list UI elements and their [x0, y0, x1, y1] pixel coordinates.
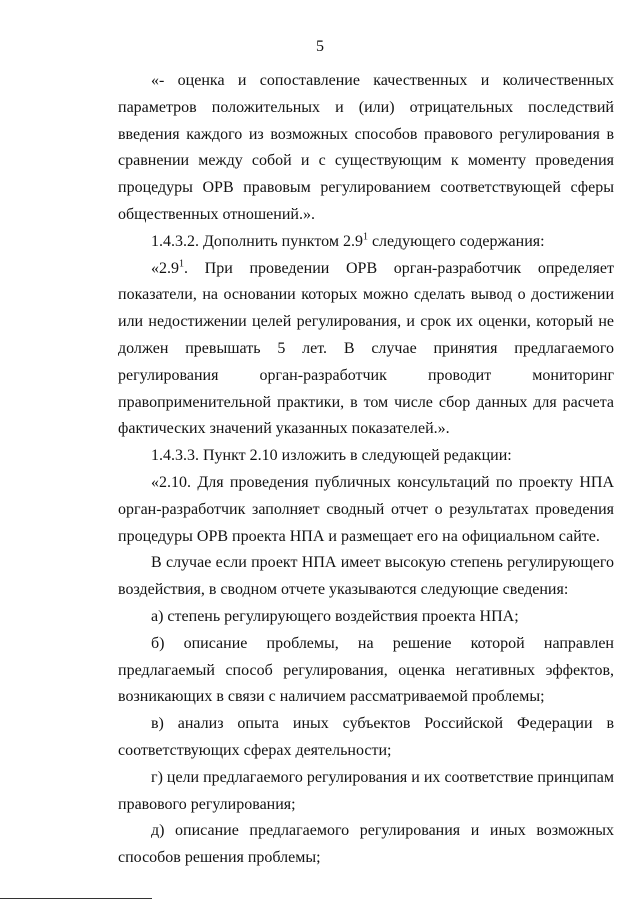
paragraph-text-before: «2.9 — [151, 259, 179, 277]
paragraph-clause-2-10: «2.10. Для проведения публичных консультаций по проекту НПА орган-разработчик заполняет сводный отчет о результатах проведения процедуры ОРВ проекта НПА и размещает его на официальном сайте. — [118, 473, 614, 545]
paragraph-high-impact-intro: В случае если проект НПА имеет высокую степень регулирующего воздействия, в сводном отчете указываются следующие сведения: — [118, 554, 614, 599]
superscript: 1 — [362, 231, 368, 243]
superscript: 1 — [179, 258, 184, 270]
paragraph-quoted-assessment: «- оценка и сопоставление качественных и количественных параметров положительных и (или) отрицательных последствий введения каждого из возможных способов правового регулирования в сравнении между собой и с существующим к моменту проведения процедуры ОРВ правовым регулированием соответствующей сферы общественных отношений.». — [118, 72, 614, 223]
document-body — [118, 68, 614, 872]
paragraph-amendment-1-4-3-2 — [118, 229, 614, 256]
paragraph-amendment-1-4-3-3: 1.4.3.3. Пункт 2.10 изложить в следующей редакции: — [151, 447, 512, 465]
page-number: 5 — [316, 38, 324, 55]
list-item-g: г) цели предлагаемого регулирования и их соответствие принципам правового регулирования; — [118, 768, 614, 813]
paragraph-clause-2-9-1 — [118, 256, 614, 444]
list-item-v: в) анализ опыта иных субъектов Российской Федерации в соответствующих сферах деятельности; — [118, 715, 614, 759]
list-item-d: д) описание предлагаемого регулирования и иных возможных способов решения проблемы; — [118, 822, 614, 867]
paragraph-text-after: . При проведении ОРВ орган-разработчик определяет показатели, на основании которых можно сделать вывод о достижении или недостижении целей регулирования, и срок их оценки, который не должен превышать 5 лет. В случае принятия предлагаемого регулирования орган-разработчик проводит мониторинг правоприменительной практики, в том числе сбор данных для расчета фактических значений указанных показателей.». — [118, 259, 614, 438]
list-item-b: б) описание проблемы, на решение которой направлен предлагаемый способ регулирования, оценка негативных эффектов, возникающих в связи с наличием рассматриваемой проблемы; — [118, 634, 614, 706]
paragraph-text-after: следующего содержания: — [367, 232, 545, 250]
list-item-a: а) степень регулирующего воздействия проекта НПА; — [151, 607, 519, 625]
paragraph-text-before: 1.4.3.2. Дополнить пунктом 2.9 — [151, 232, 363, 250]
footer-divider — [0, 898, 152, 899]
